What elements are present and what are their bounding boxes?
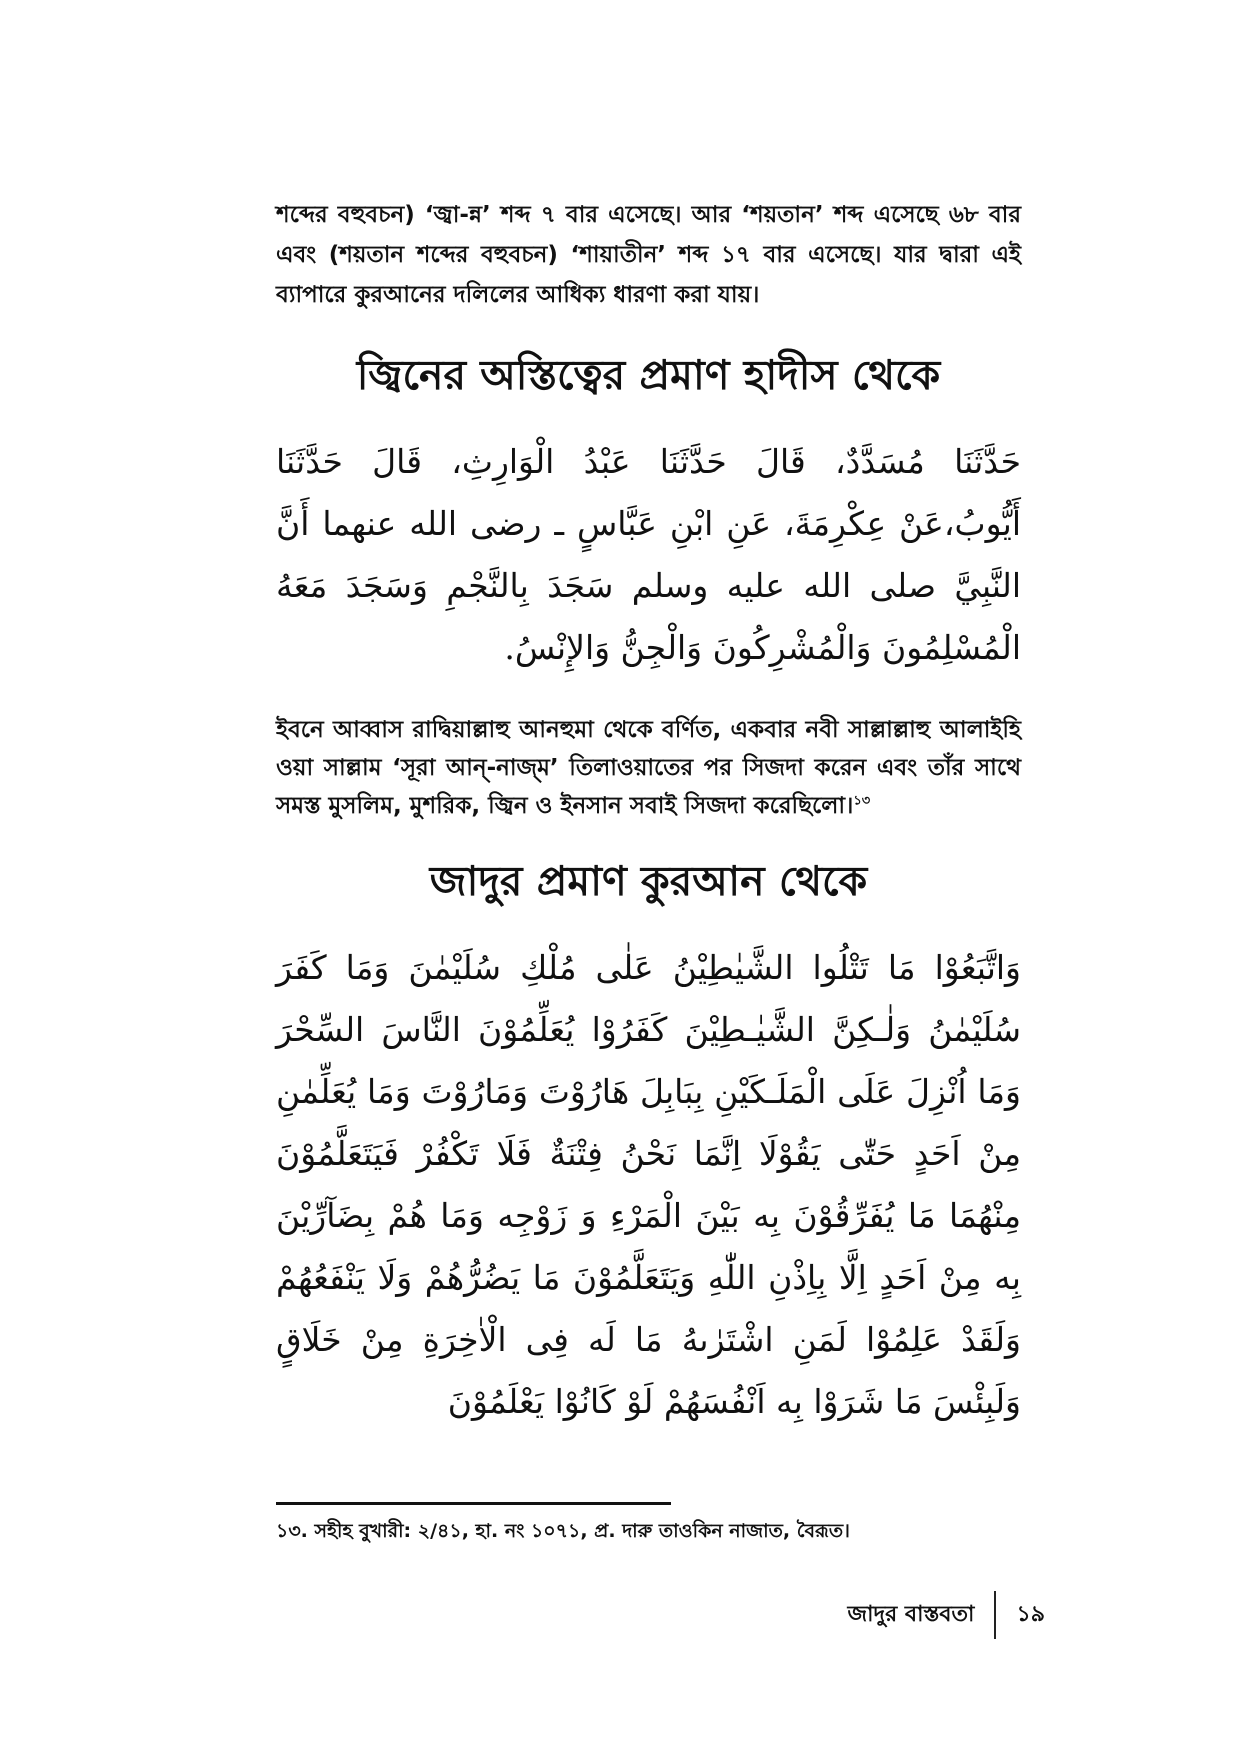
quran-arabic-text: وَاتَّبَعُوْا مَا تَتْلُوا الشَّيٰطِيْنُ عَلٰى مُلْكِ سُلَيْمٰنَ وَمَا كَفَرَ سُلَيْمٰنُ وَلٰـكِنَّ الشَّيٰـطِيْنَ كَفَرُوْا يُعَلِّمُوْنَ النَّاسَ السِّحْرَ وَمَا اُنْزِلَ عَلَى الْمَلَـكَيْنِ بِبَابِلَ هَارُوْتَ وَمَارُوْتَ وَمَا يُعَلِّمٰنِ مِنْ اَحَدٍ حَتّٰى يَقُوْلَا اِنَّمَا نَحْنُ فِتْنَةٌ فَلَا تَكْفُرْ فَيَتَعَلَّمُوْنَ مِنْهُمَا مَا يُفَرِّقُوْنَ بِه بَيْنَ الْمَرْءِ وَ زَوْجِه وَمَا هُمْ بِضَآرِّيْنَ بِه مِنْ اَحَدٍ اِلَّا بِاِذْنِ اللّٰهِ وَيَتَعَلَّمُوْنَ مَا يَضُرُّهُمْ وَلَا يَنْفَعُهُمْ وَلَقَدْ عَلِمُوْا لَمَنِ اشْتَرٰىهُ مَا لَه فِى الْاٰخِرَةِ مِنْ خَلَاقٍ وَلَبِئْسَ مَا شَرَوْا بِه اَنْفُسَهُمْ لَوْ كَانُوْا يَعْلَمُوْنَ [276,948,1021,1421]
footnote-divider [276,1502,671,1505]
heading-hadith: জ্বিনের অস্তিত্বের প্রমাণ হাদীস থেকে [356,351,941,399]
hadith-translation [276,711,1021,825]
page-content [276,195,1021,1433]
heading-quran: জাদুর প্রমাণ কুরআন থেকে [429,857,868,905]
intro-paragraph: শব্দের বহুবচন) ‘জ্বা-ন্ন’ শব্দ ৭ বার এসেছে। আর ‘শয়তান’ শব্দ এসেছে ৬৮ বার এবং (শয়তান শব্দের বহুবচন) ‘শায়াতীন’ শব্দ ১৭ বার এসেছে। যার দ্বারা এই ব্যাপারে কুরআনের দলিলের আধিক্য ধারণা করা যায়। [276,202,1021,308]
page-footer [847,1590,1045,1640]
footnote: ১৩. সহীহ বুখারী: ২/৪১, হা. নং ১০৭১, প্র. দারু তাওকিন নাজাত, বৈরূত। [276,1520,850,1542]
footer-book-title: জাদুর বাস্তবতা [847,1601,975,1627]
footer-divider [994,1591,996,1639]
hadith-translation-text: ইবনে আব্বাস রাদ্বিয়াল্লাহু আনহুমা থেকে বর্ণিত, একবার নবী সাল্লাল্লাহু আলাইহি ওয়া সাল্লাম ‘সূরা আন্-নাজ্‌ম’ তিলাওয়াতের পর সিজদা করেন এবং তাঁর সাথে সমস্ত মুসলিম, মুশরিক, জ্বিন ও ইনসান সবাই সিজদা করেছিলো। [276,717,1021,819]
footer-page-number: ১৯ [1016,1601,1045,1627]
footnote-marker: ১৩ [853,793,871,809]
hadith-arabic-text: حَدَّثَنَا مُسَدَّدٌ، قَالَ حَدَّثَنَا عَبْدُ الْوَارِثِ، قَالَ حَدَّثَنَا أَيُّوبُ،عَنْ عِكْرِمَةَ، عَنِ ابْنِ عَبَّاسٍ ـ رضى الله عنهما أَنَّ النَّبِيَّ صلى الله عليه وسلم سَجَدَ بِالنَّجْمِ وَسَجَدَ مَعَهُ الْمُسْلِمُونَ وَالْمُشْرِكُونَ وَالْجِنُّ وَالإِنْسُ. [276,442,1021,667]
